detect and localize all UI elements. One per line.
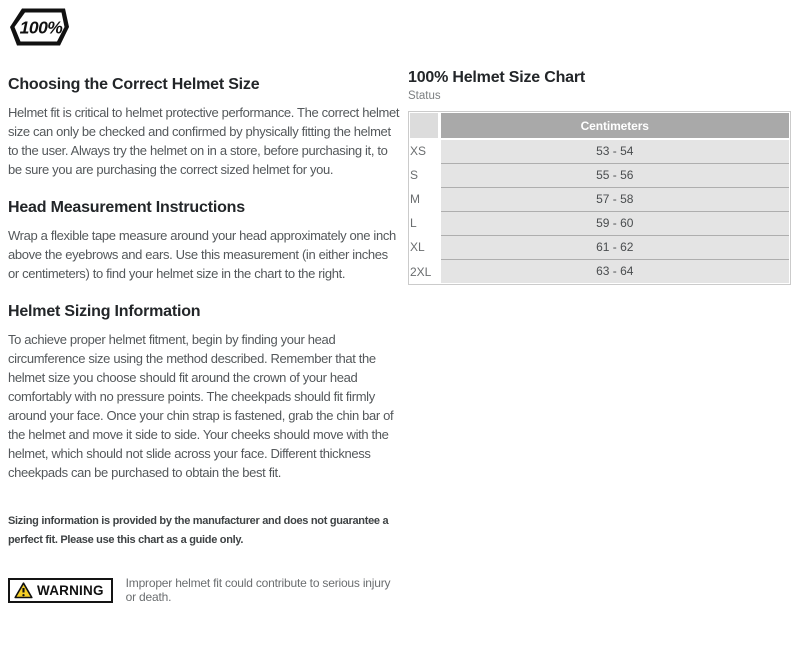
warning-row [8, 576, 400, 604]
size-label-cell: 2XL [410, 259, 439, 283]
size-chart-table-head [410, 113, 789, 139]
table-row [410, 235, 789, 259]
table-row [410, 139, 789, 163]
cm-value-cell: 57 - 58 [439, 187, 789, 211]
warning-text: Improper helmet fit could contribute to serious injury or death. [125, 576, 391, 604]
size-chart-column [408, 68, 791, 285]
warning-triangle-icon [14, 582, 33, 599]
table-corner-cell [410, 113, 439, 139]
size-label-cell: S [410, 163, 439, 187]
size-chart-table-wrapper [408, 111, 791, 285]
cm-value-cell: 63 - 64 [439, 259, 789, 283]
heading-helmet-sizing-information: Helmet Sizing Information [8, 303, 201, 320]
brand-logo-100percent [8, 7, 70, 47]
table-header-row [410, 113, 789, 139]
table-row [410, 163, 789, 187]
warning-badge [8, 578, 113, 603]
heading-head-measurement-instructions: Head Measurement Instructions [8, 199, 245, 216]
logo-text: 100% [19, 17, 63, 38]
size-chart-table-body [410, 139, 789, 283]
cm-value-cell: 61 - 62 [439, 235, 789, 259]
size-label-cell: XL [410, 235, 439, 259]
cm-value-cell: 53 - 54 [439, 139, 789, 163]
table-centimeters-header: Centimeters [439, 113, 789, 139]
table-row [410, 259, 789, 283]
size-label-cell: XS [410, 139, 439, 163]
paragraph-head-measurement-instructions: Wrap a flexible tape measure around your head approximately one inch above the eyebrows and ears. Use this measurement (in either inches or centimeters) to find your helmet size in the chart to the right. [8, 228, 396, 281]
instructions-column [8, 75, 400, 604]
cm-value-cell: 55 - 56 [439, 163, 789, 187]
paragraph-choosing-correct-helmet-size: Helmet fit is critical to helmet protective performance. The correct helmet size can only be checked and confirmed by physically fitting the helmet to the user. Always try the helmet on in a store, before purchasing it, to be sure you are purchasing the correct sized helmet for you. [8, 105, 400, 177]
table-row [410, 211, 789, 235]
size-chart-status-label: Status [408, 90, 441, 102]
sizing-disclaimer-text: Sizing information is provided by the manufacturer and does not guarantee a perfect fit. Please use this chart as a guide only. [8, 515, 389, 546]
warning-label: WARNING [37, 582, 104, 598]
cm-value-cell: 59 - 60 [439, 211, 789, 235]
paragraph-helmet-sizing-information: To achieve proper helmet fitment, begin by finding your head circumference size using the method described. Remember that the helmet size you choose should fit around the crown of your head comfortably with no pressure points. The cheekpads should fit firmly around your face. Once your chin strap is fastened, grab the chin bar of the helmet and move it side to side. Your cheeks should move with the helmet, which should not slide across your face. Different thickness cheekpads can be purchased to obtain the best fit. [8, 332, 394, 480]
size-label-cell: M [410, 187, 439, 211]
brand-logo-icon [8, 7, 70, 47]
size-chart-title: 100% Helmet Size Chart [408, 69, 586, 86]
size-label-cell: L [410, 211, 439, 235]
heading-choosing-correct-helmet-size: Choosing the Correct Helmet Size [8, 76, 260, 93]
size-chart-table [410, 113, 789, 283]
table-row [410, 187, 789, 211]
